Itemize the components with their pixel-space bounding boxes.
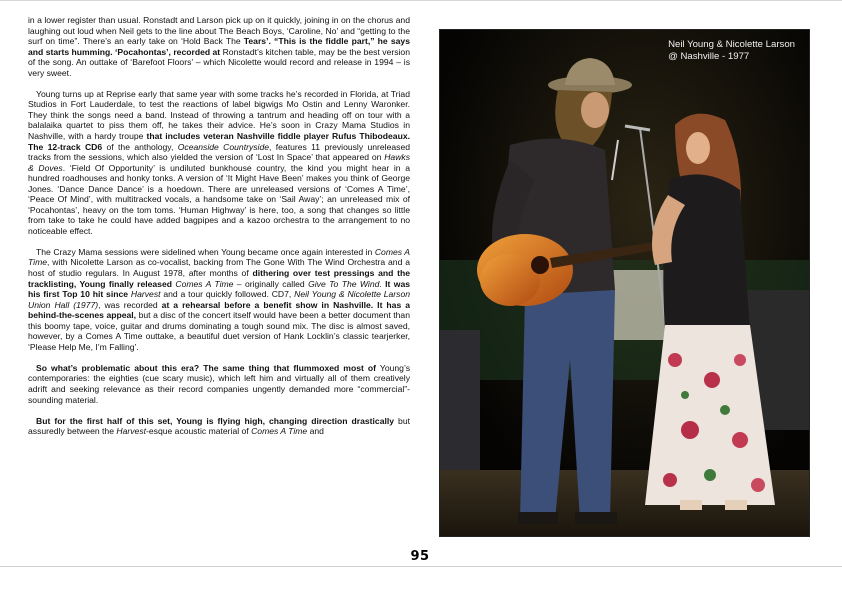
album-title: Comes A Time xyxy=(28,246,410,268)
photo-caption xyxy=(668,39,795,63)
bold-text-run: It was his first Top 10 hit since xyxy=(28,278,410,300)
bold-text-run: at a rehearsal before a benefit show in Nashville. It has a behind-the-scenes appeal, xyxy=(28,299,410,321)
article-paragraph-3 xyxy=(28,247,410,352)
article-paragraph-5 xyxy=(28,416,410,437)
caption-line-1: Neil Young & Nicolette Larson xyxy=(668,39,795,50)
concert-photo-illustration xyxy=(440,30,810,537)
text-run: – originally called xyxy=(233,278,309,289)
page-number: 95 xyxy=(410,549,430,564)
album-title: Oceanside Countryside xyxy=(177,141,270,152)
text-run: The Crazy Mama sessions were sidelined when Young became once again interested in xyxy=(36,246,375,257)
caption-line-2: @ Nashville - 1977 xyxy=(668,51,750,62)
text-run: , features 11 previously unreleased tracks from the sessions, which also yielded the version of ‘Lost In Space’ that appeared on xyxy=(28,141,410,163)
text-run: . ‘Field Of Opportunity’ is undiluted bunkhouse country, the kind you might hear in a hundred roadhouses and honky tonks. A version of ‘It Might Have Been’ makes you think of George Jones. ‘Dance Dance Dance’ is a hoedown. There are unreleased versions of ‘Comes A Time’, ‘Peace Of Mind’, with multitracked vocals, a handsome take on ‘Sail Away’; an unreleased mix of ‘Pocahontas’, heavy on the tom toms. ‘Human Highway’ is here, too, a song that changes so little from take to take he could have added bagpipes and a kazoo orchestra to the arrangement to no noticeable effect. xyxy=(28,162,410,236)
concert-photo xyxy=(439,29,810,537)
top-divider xyxy=(0,0,842,1)
bold-text-run: But for the first half of this set, Young is flying high, changing direction drastically xyxy=(36,415,395,426)
bold-text-run: dithering over test pressings and the tracklisting, Young finally released xyxy=(28,268,410,289)
text-run: and xyxy=(307,426,324,437)
album-title: Harvest xyxy=(116,426,146,437)
text-run: Young turns up at Reprise early that same year with some tracks he’s recorded in Florida, at Triad Studios in Fort Lauderdale, to test the reactions of label bigwigs Mo Ostin and Lenny Waronker. They think the songs need a band. Instead of throwing a tantrum and heading off on tour with a balalaika quartet to piss them off, he takes their advice. He’s soon in Crazy Mama Studios in Nashville, with a hardy troupe xyxy=(28,88,410,141)
text-run: in a lower register than usual. Ronstadt and Larson pick up on it quickly, joining in on the chorus and laughing out loud when Neil gets to the line about The Beach Boys, ‘Caroline, No’ and “getting to the surf on time”. There’s an early take on ‘Hold Back The xyxy=(28,15,410,47)
article-text-column xyxy=(28,15,410,547)
text-run: , with Nicolette Larson as co-vocalist, backing from The Gone With The Wind Orchestra and a host of studio regulars. In August 1978, after months of xyxy=(28,257,410,279)
album-title: Hawks & Doves xyxy=(28,152,410,173)
text-run: Ronstadt’s kitchen table, may be the best version of the song. An outtake of ‘Barefoot Floors’ – which Nicolette would record and release in 1994 – is very sweet. xyxy=(28,46,410,78)
album-title: Give To The Wind xyxy=(308,278,380,289)
article-paragraph-4 xyxy=(28,363,410,405)
bold-text-run: Tears’. “This is the fiddle part,” he says and starts humming. ‘Pocahontas’, recorded at xyxy=(28,36,410,57)
text-run: but a disc of the concert itself would have been a better document than this boomy tape, voice, guitar and drums dominating a tough sound mix. The disc is almost saved, however, by a Comes A Time outtake, a beautiful duet version of Hank Locklin’s classic tearjerker, ‘Please Help Me, I’m Falling’. xyxy=(28,310,410,352)
text-run: and a tour quickly followed. CD7, xyxy=(160,289,295,300)
text-run: -esque acoustic material of xyxy=(146,426,252,437)
text-run: Young’s contemporaries: the eighties (cue scary music), which left him and virtually all of them creatively adrift and seeking relevance as their record companies ungently demanded more “commercial”-sounding material. xyxy=(28,362,410,405)
album-title: Harvest xyxy=(130,289,161,300)
article-paragraph-1 xyxy=(28,15,410,78)
text-run: but assuredly between the xyxy=(28,415,410,437)
text-run: of the anthology, xyxy=(102,141,178,152)
bold-text-run: that includes veteran Nashville fiddle player Rufus Thibodeaux. The 12-track CD6 xyxy=(28,130,410,152)
bottom-divider xyxy=(0,566,842,567)
album-title: Neil Young & Nicolette Larson Union Hall (1977) xyxy=(28,289,410,310)
album-title: Comes A Time xyxy=(175,278,234,289)
album-title: Comes A Time xyxy=(251,426,308,437)
text-run: . xyxy=(379,278,386,289)
text-run: , was recorded xyxy=(98,299,162,310)
bold-text-run: So what’s problematic about this era? The same thing that flummoxed most of xyxy=(36,362,376,373)
article-paragraph-2 xyxy=(28,89,410,237)
